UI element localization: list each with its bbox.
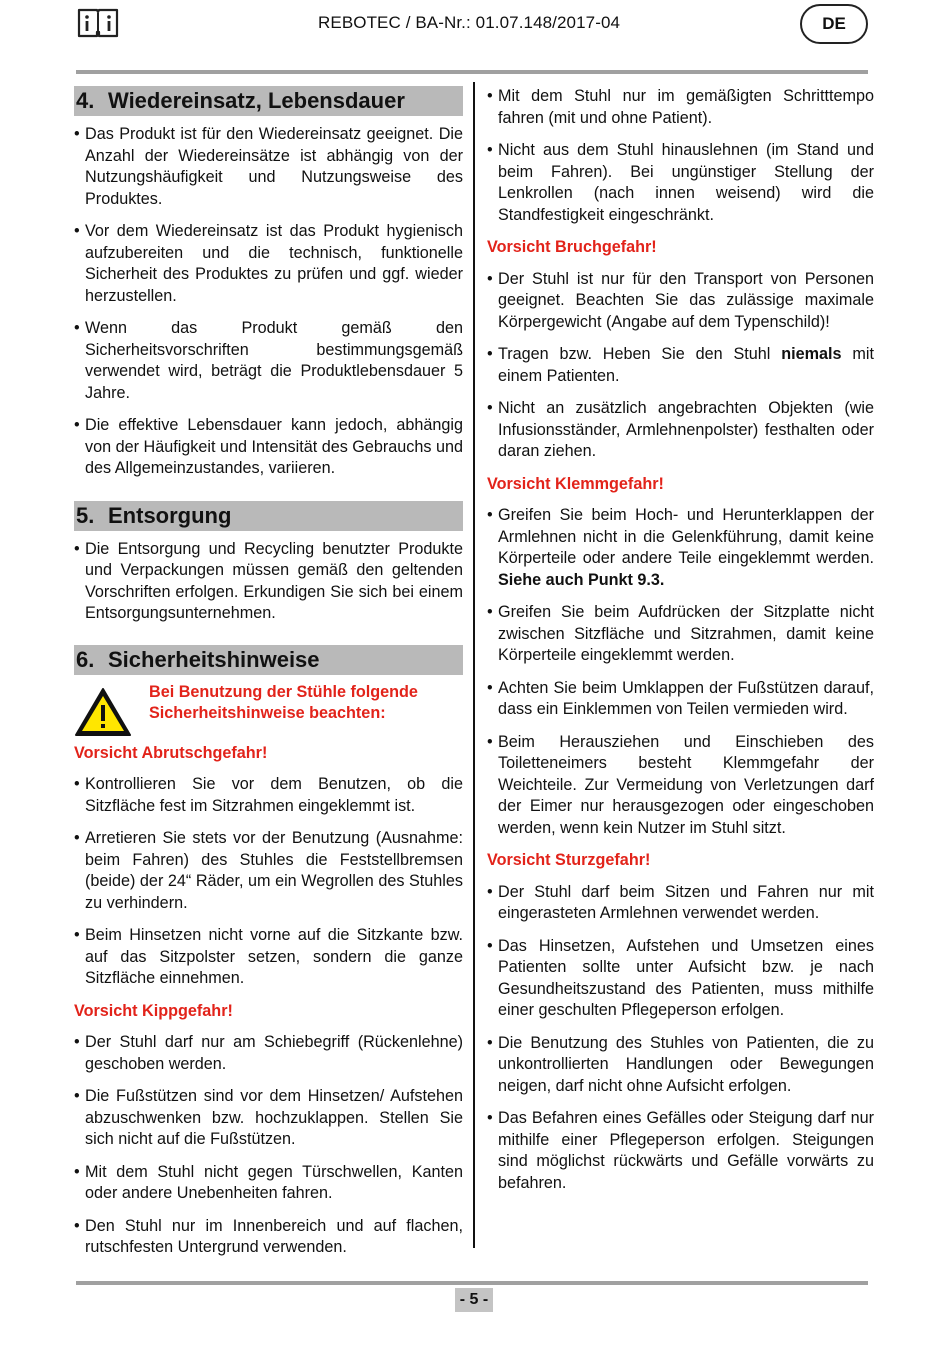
section-number: 4. xyxy=(76,88,95,113)
section-title: Entsorgung xyxy=(108,502,232,528)
section-number: 5. xyxy=(76,502,95,528)
list-item xyxy=(74,1162,463,1205)
list-item xyxy=(487,344,874,387)
list-item xyxy=(487,1108,874,1194)
list-item xyxy=(487,936,874,1022)
warning-slip: Vorsicht Abrutschgefahr! xyxy=(74,743,268,762)
section-heading-safety xyxy=(74,645,463,675)
bullet-icon: • xyxy=(487,936,493,955)
warning-break: Vorsicht Bruchgefahr! xyxy=(487,238,657,256)
bullet-icon: • xyxy=(74,222,80,240)
list-item xyxy=(487,140,874,226)
list-item-text: Das Befahren eines Gefälles oder Steigung darf nur mithilfe einer Pflegeperson erfolgen. Steigungen sind möglichst rückwärts und Gefälle vorwärts zu befahren. xyxy=(498,1109,874,1192)
list-item-text: Die Benutzung des Stuhles von Patienten, die zu unkontrollierten Handlungen oder Bewegungen neigen, darf nicht ohne Aufsicht erfolgen. xyxy=(498,1033,874,1095)
list-item xyxy=(487,732,874,840)
warning-tip: Vorsicht Kippgefahr! xyxy=(74,1001,233,1020)
list-item-text: Wenn das Produkt gemäß den Sicherheitsvorschriften bestimmungsgemäß verwendet wird, beträgt die Produktlebensdauer 5 Jahre. xyxy=(85,319,463,402)
list-item xyxy=(74,1086,463,1151)
list-item xyxy=(74,1032,463,1075)
list-item-text: Der Stuhl darf nur am Schiebegriff (Rückenlehne) geschoben werden. xyxy=(85,1033,463,1073)
list-item xyxy=(487,398,874,463)
language-badge: DE xyxy=(800,4,868,44)
bullet-icon: • xyxy=(74,416,80,434)
list-item-text: Nicht aus dem Stuhl hinauslehnen (im Stand und beim Fahren). Bei ungünstiger Stellung der Lenkrollen (nach innen weisend) wird die Standfestigkeit eingeschränkt. xyxy=(498,141,874,224)
list-item-text: Mit dem Stuhl nur im gemäßigten Schritttempo fahren (mit und ohne Patient). xyxy=(498,87,874,127)
bullet-icon: • xyxy=(74,125,80,143)
warning-pinch: Vorsicht Klemmgefahr! xyxy=(487,474,664,493)
list-item-text: Greifen Sie beim Hoch- und Herunterklappen der Armlehnen nicht in die Gelenkführung, damit keine Körperteile oder andere Teile eingeklemmt werden. xyxy=(498,506,874,567)
list-item xyxy=(74,774,463,817)
cross-reference: Siehe auch Punkt 9.3. xyxy=(498,570,665,589)
bullet-icon: • xyxy=(74,539,80,558)
list-item-text: Das Hinsetzen, Aufstehen und Umsetzen eines Patienten sollte unter Aufsicht bzw. je nach Gesundheitszustand des Patienten, muss mithilfe einer geschulten Pflegeperson erfolgen. xyxy=(498,936,874,1019)
list-item xyxy=(487,678,874,721)
list-item xyxy=(487,269,874,334)
bullet-icon: • xyxy=(74,775,80,793)
list-item xyxy=(487,1033,874,1098)
list-item-text: Die Entsorgung und Recycling benutzter Produkte und Verpackungen müssen gemäß den geltenden Vorschriften erfolgen. Erkundigen Sie sich bei einem Entsorgungsunternehmen. xyxy=(85,539,463,622)
safety-intro-text: Bei Benutzung der Stühle folgende Sicherheitshinweise beachten: xyxy=(149,682,418,722)
list-item xyxy=(74,539,463,625)
list-item-text-end: mit einem Patienten. xyxy=(498,345,874,385)
list-item xyxy=(74,828,463,914)
section-title: Sicherheitshinweise xyxy=(108,646,320,672)
bullet-icon: • xyxy=(74,1033,80,1051)
list-item xyxy=(487,602,874,667)
bullet-icon: • xyxy=(487,603,493,621)
bullet-icon: • xyxy=(487,1109,493,1127)
bullet-icon: • xyxy=(487,269,493,288)
bullet-icon: • xyxy=(74,1216,80,1235)
section-heading-disposal xyxy=(74,501,463,531)
bullet-icon: • xyxy=(74,1087,80,1105)
list-item xyxy=(74,1216,463,1259)
list-item-text: Beim Herausziehen und Einschieben des Toiletteneimers besteht Klemmgefahr der Weichteile. Zur Vermeidung von Verletzungen darf der Eimer nur herausgezogen oder eingeschoben werden, wenn kein Nutzer im Stuhl sitzt. xyxy=(498,732,874,837)
list-item-text: Beim Hinsetzen nicht vorne auf die Sitzkante bzw. auf das Sitzpolster setzen, sondern die ganze Sitzfläche einnehmen. xyxy=(85,926,463,987)
list-item xyxy=(487,505,874,591)
bullet-icon: • xyxy=(487,732,493,751)
list-item-text: Arretieren Sie stets vor der Benutzung (Ausnahme: beim Fahren) des Stuhles die Feststellbremsen (beide) der 24“ Räder, um ein Wegrollen des Stuhles zu verhindern. xyxy=(85,829,463,912)
bullet-icon: • xyxy=(487,345,493,363)
header-rule xyxy=(76,70,868,74)
list-item-text: Der Stuhl ist nur für den Transport von Personen geeignet. Beachten Sie das zulässige maximale Körpergewicht (Angabe auf dem Typenschild)! xyxy=(498,269,874,331)
info-book-icon xyxy=(76,6,120,40)
list-item xyxy=(74,415,463,480)
bullet-icon: • xyxy=(487,1033,493,1052)
bullet-icon: • xyxy=(487,399,493,417)
page-number: - 5 - xyxy=(455,1288,493,1312)
column-divider xyxy=(473,82,475,1248)
list-item xyxy=(487,882,874,925)
list-item-text: Mit dem Stuhl nicht gegen Türschwellen, Kanten oder andere Unebenheiten fahren. xyxy=(85,1162,463,1202)
bullet-icon: • xyxy=(487,506,493,524)
bullet-icon: • xyxy=(74,1162,80,1181)
list-item-text: Nicht an zusätzlich angebrachten Objekten (wie Infusionsständer, Armlehnenpolster) festhalten oder daran ziehen. xyxy=(498,399,874,460)
bullet-icon: • xyxy=(74,926,80,944)
bullet-icon: • xyxy=(487,678,493,697)
list-item-text: Vor dem Wiedereinsatz ist das Produkt hygienisch aufzubereiten und die technisch, funktionelle Sicherheit des Produktes zu prüfen und ggf. wieder herzustellen. xyxy=(85,222,463,305)
right-column xyxy=(487,86,874,1205)
section-number: 6. xyxy=(76,646,95,672)
list-item-text: Das Produkt ist für den Wiedereinsatz geeignet. Die Anzahl der Wiedereinsätze ist abhängig von der Nutzungshäufigkeit und Nutzungsweise des Produktes. xyxy=(85,125,463,208)
emphasis-text: niemals xyxy=(781,345,842,363)
section-heading-reuse xyxy=(74,86,463,116)
footer-rule xyxy=(76,1281,868,1285)
bullet-icon: • xyxy=(487,141,493,159)
bullet-icon: • xyxy=(74,319,80,337)
page-header xyxy=(0,0,950,80)
list-item-text: Kontrollieren Sie vor dem Benutzen, ob die Sitzfläche fest im Sitzrahmen eingeklemmt ist. xyxy=(85,775,463,815)
safety-intro xyxy=(74,683,463,739)
list-item xyxy=(74,318,463,404)
list-item-text: Der Stuhl darf beim Sitzen und Fahren nur mit eingerasteten Armlehnen verwendet werden. xyxy=(498,882,874,922)
bullet-icon: • xyxy=(487,882,493,901)
left-column xyxy=(74,86,463,1270)
list-item-text: Achten Sie beim Umklappen der Fußstützen darauf, dass ein Einklemmen von Teilen vermieden wird. xyxy=(498,678,874,718)
bullet-icon: • xyxy=(487,87,493,105)
section-title: Wiedereinsatz, Lebensdauer xyxy=(108,88,405,113)
warning-triangle-icon xyxy=(74,687,132,737)
list-item xyxy=(74,221,463,307)
list-item xyxy=(487,86,874,129)
list-item-text: Den Stuhl nur im Innenbereich und auf flachen, rutschfesten Untergrund verwenden. xyxy=(85,1216,463,1256)
warning-fall: Vorsicht Sturzgefahr! xyxy=(487,851,651,869)
list-item-text: Greifen Sie beim Aufdrücken der Sitzplatte nicht zwischen Sitzfläche und Sitzrahmen, damit keine Körperteile eingeklemmt werden. xyxy=(498,603,874,664)
list-item-text: Tragen bzw. Heben Sie den Stuhl xyxy=(498,345,782,363)
document-number: REBOTEC / BA-Nr.: 01.07.148/2017-04 xyxy=(318,13,621,32)
list-item-text: Die Fußstützen sind vor dem Hinsetzen/ Aufstehen abzuschwenken bzw. hochzuklappen. Stellen Sie sich nicht auf die Fußstützen. xyxy=(85,1087,463,1148)
bullet-icon: • xyxy=(74,829,80,847)
list-item xyxy=(74,124,463,210)
list-item xyxy=(74,925,463,990)
list-item-text: Die effektive Lebensdauer kann jedoch, abhängig von der Häufigkeit und Intensität des Gebrauchs und des Allgemeinzustandes, variieren. xyxy=(85,416,463,477)
